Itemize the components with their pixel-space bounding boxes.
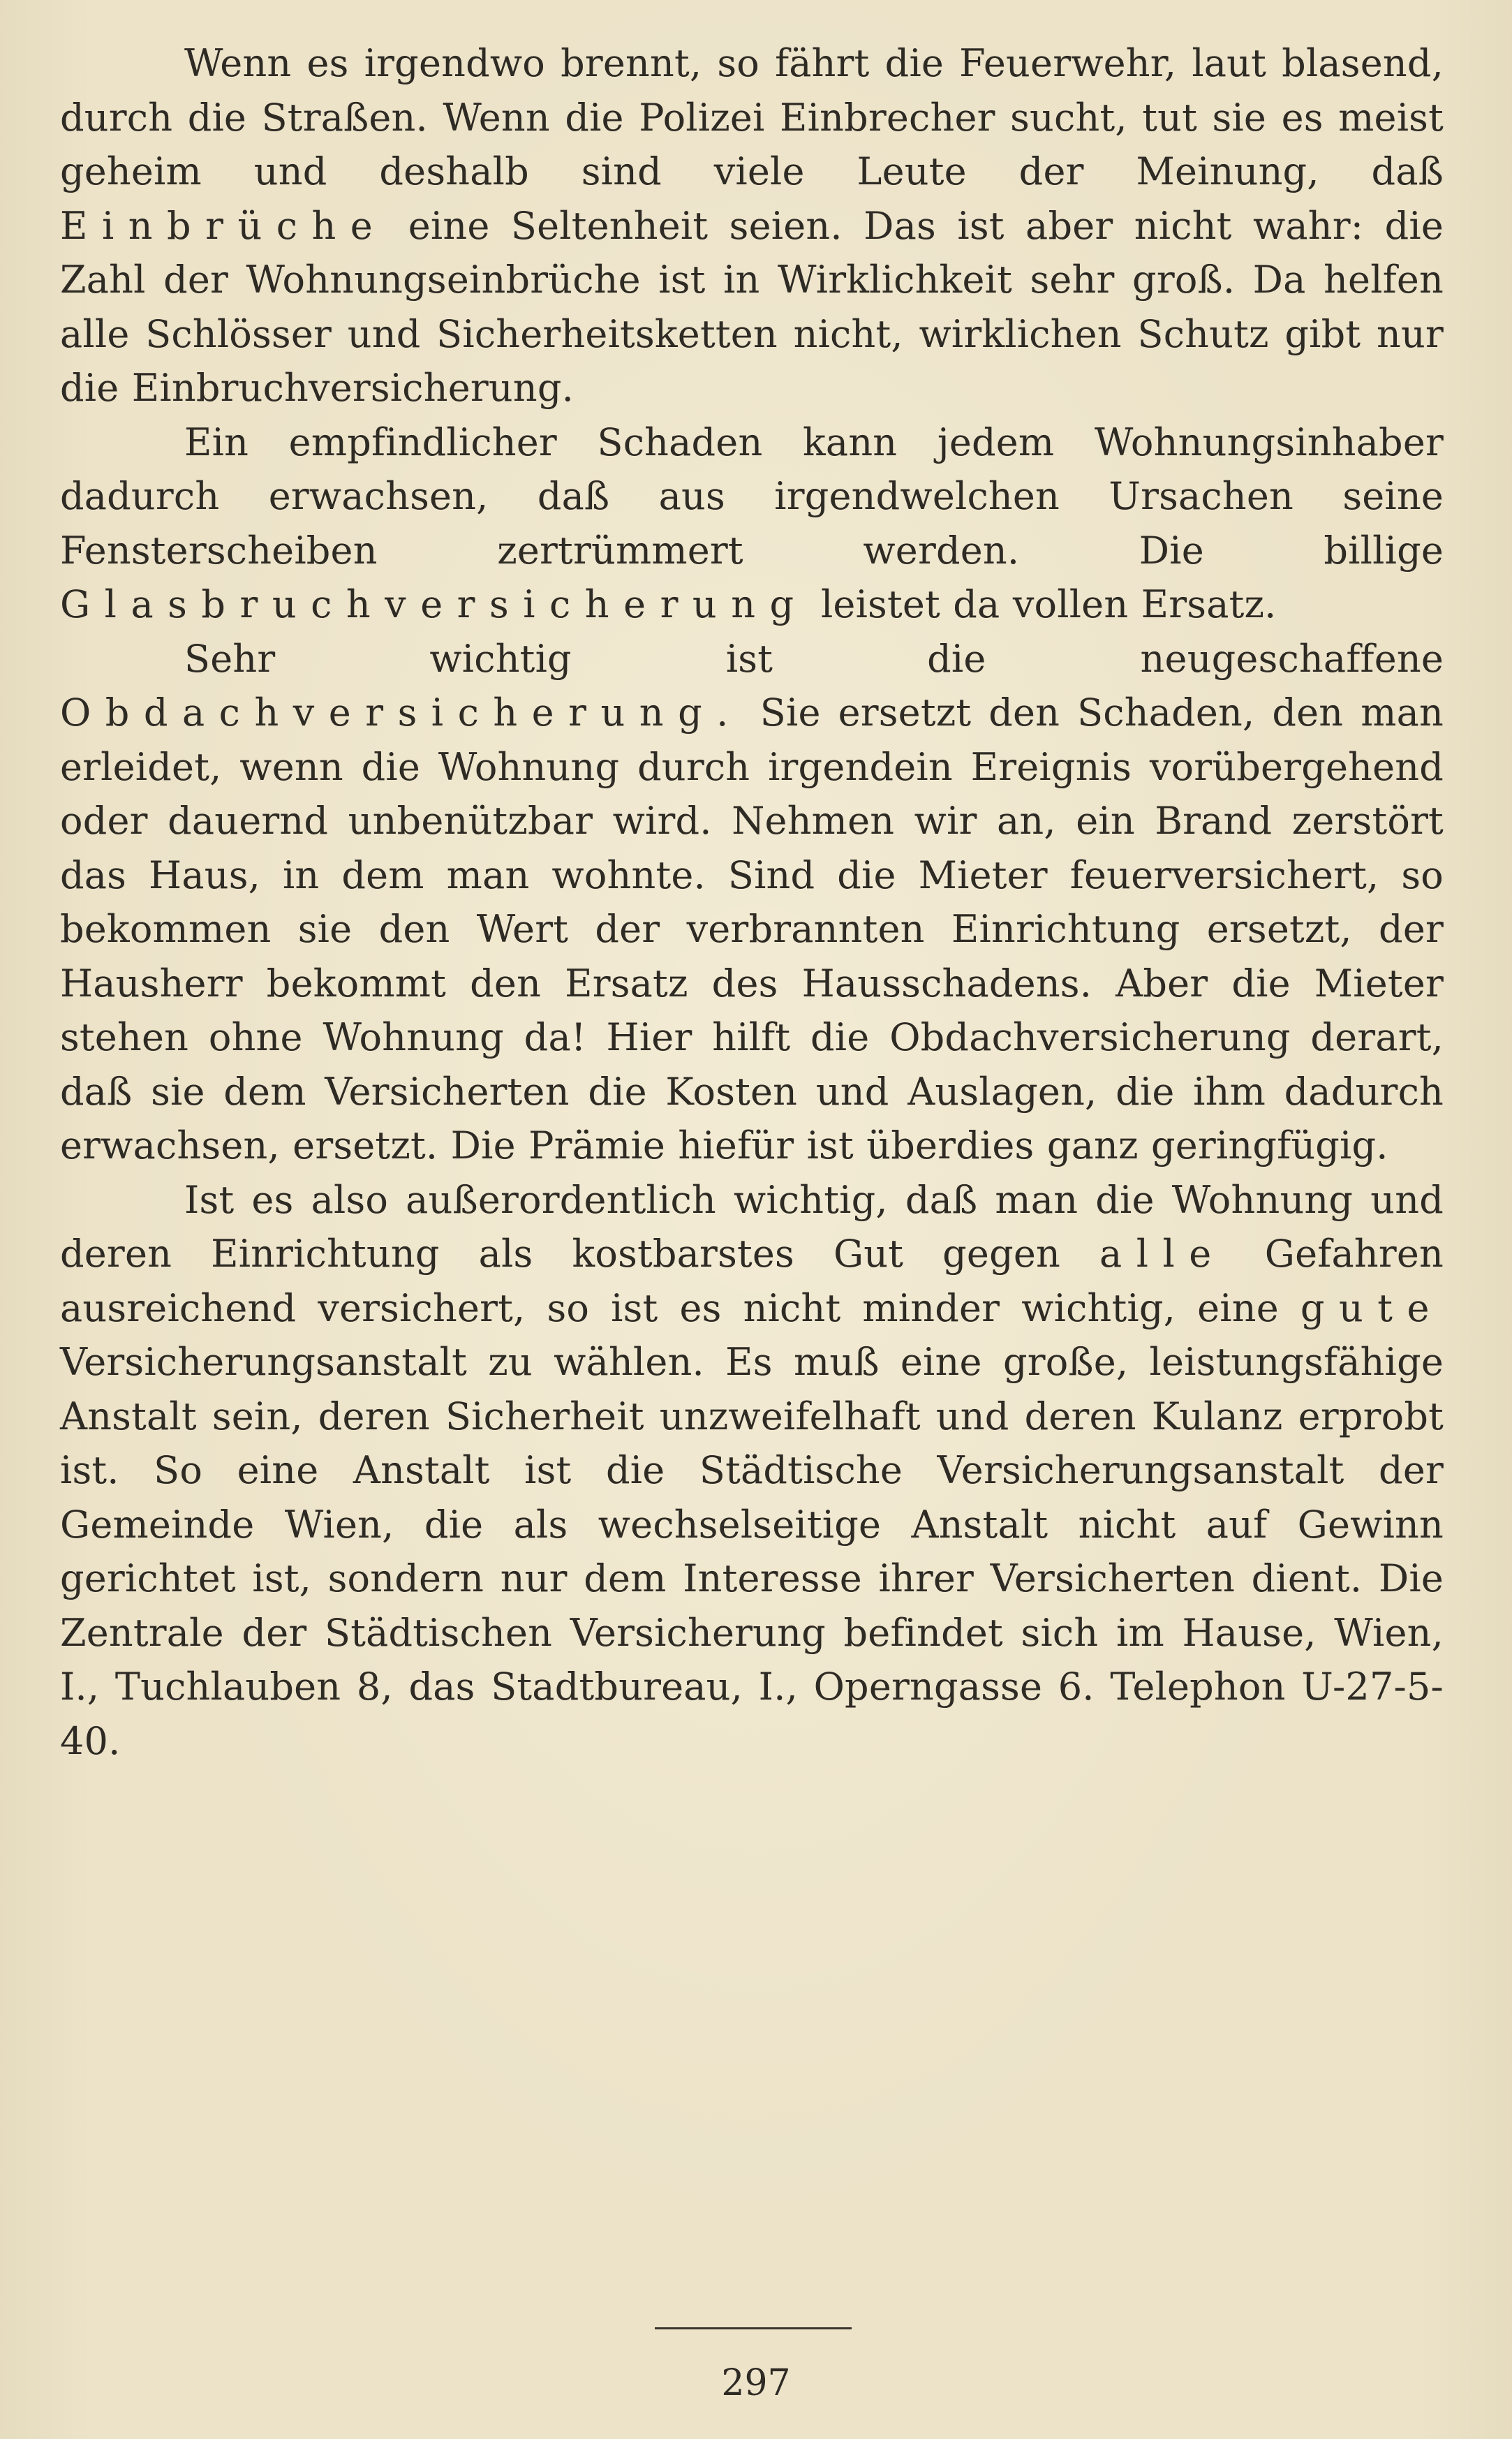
paragraph-3 [60, 632, 1444, 1173]
emphasized-text: alle [1099, 1232, 1226, 1276]
text-segment: Versicherungsanstalt zu wählen. Es muß eine große, leistungsfähige Anstalt sein, deren Sicherheit unzweifelhaft und deren Kulanz erprobt ist. So eine Anstalt ist die Städtische Versicherungsanstalt der Gemeinde Wien, die als wechselseitige Anstalt nicht auf Gewinn gerichtet ist, sondern nur dem Interesse ihrer Versicherten dient. Die Zentrale der Städtischen Versicherung befindet sich im Hause, Wien, I., Tuchlauben 8, das Stadtbureau, I., Operngasse 6. Telephon U-27-5-40. [60, 1340, 1444, 1763]
paragraph-4 [60, 1173, 1444, 1769]
emphasized-text: Glasbruchversicherung [60, 582, 808, 626]
text-segment: eine Seltenheit seien. Das ist aber nicht wahr: die Zahl der Wohnungseinbrüche ist in Wirklichkeit sehr groß. Da helfen alle Schlösser und Sicherheitsketten nicht, wirklichen Schutz gibt nur die Einbruchversicherung. [60, 203, 1444, 410]
emphasized-text: Einbrüche [60, 203, 387, 248]
separator-rule [655, 2327, 852, 2329]
page-number: 297 [721, 2362, 791, 2404]
body-text [60, 36, 1444, 1768]
text-segment: Gefahren ausreichend versichert, so ist es nicht minder wichtig, eine [60, 1232, 1444, 1330]
paragraph-2 [60, 415, 1444, 632]
text-segment: Wenn es irgendwo brennt, so fährt die Feuerwehr, laut blasend, durch die Straßen. Wenn die Polizei Einbrecher sucht, tut sie es meist geheim und deshalb sind viele Leute der Meinung, daß [60, 41, 1444, 193]
text-segment: Sehr wichtig ist die neugeschaffene [184, 636, 1444, 681]
text-segment: Ein empfindlicher Schaden kann jedem Wohnungsinhaber dadurch erwachsen, daß aus irgendwelchen Ursachen seine Fensterscheiben zertrümmert werden. Die billige [60, 420, 1444, 573]
emphasized-text: Obdachversicherung. [60, 691, 743, 735]
text-segment: leistet da vollen Ersatz. [808, 582, 1277, 626]
paragraph-1 [60, 36, 1444, 415]
text-segment: Sie ersetzt den Schaden, den man erleidet, wenn die Wohnung durch irgendein Ereignis vorübergehend oder dauernd unbenützbar wird. Nehmen wir an, ein Brand zerstört das Haus, in dem man wohnte. Sind die Mieter feuerversichert, so bekommen sie den Wert der verbrannten Einrichtung ersetzt, der Hausherr bekommt den Ersatz des Hausschadens. Aber die Mieter stehen ohne Wohnung da! Hier hilft die Obdachversicherung derart, daß sie dem Versicherten die Kosten und Auslagen, die ihm dadurch erwachsen, ersetzt. Die Prämie hiefür ist überdies ganz geringfügig. [60, 691, 1444, 1167]
emphasized-text: gute [1300, 1285, 1444, 1330]
text-segment: Ist es also außerordentlich wichtig, daß man die Wohnung und deren Einrichtung als kostbarstes Gut gegen [60, 1177, 1444, 1276]
